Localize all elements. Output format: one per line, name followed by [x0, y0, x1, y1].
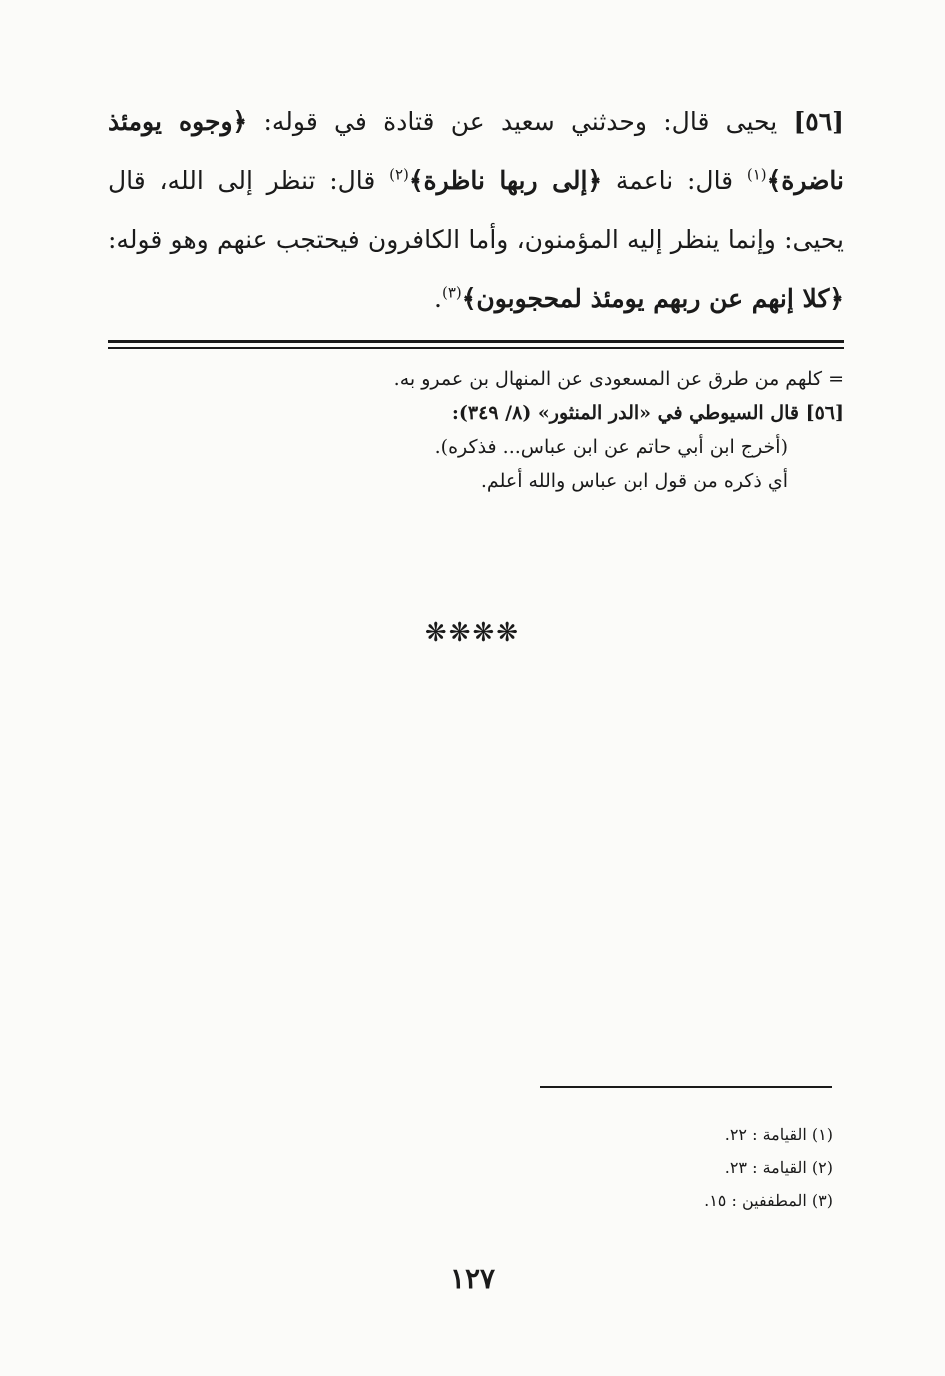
- page-number: ١٢٧: [449, 1262, 496, 1295]
- text-segment: يحيى قال: وحدثني سعيد عن قتادة في قوله:: [247, 107, 794, 136]
- continued-note: = كلهم من طرق عن المسعودى عن المنهال بن عمرو به.: [393, 368, 844, 390]
- double-rule-divider: [108, 340, 844, 349]
- footnote-marker[interactable]: (٣): [441, 283, 462, 302]
- quran-quote: ﴿كلا إنهم عن ربهم يومئذ لمحجوبون﴾: [461, 284, 844, 313]
- text-segment: .: [434, 284, 442, 313]
- footnote-marker[interactable]: (٢): [389, 165, 409, 184]
- narration-number: [٥٦]: [793, 107, 844, 136]
- footnote-item: (١) القيامة : ٢٢.: [724, 1125, 833, 1144]
- commentary-section: [108, 362, 844, 498]
- footnote-item: (٣) المطففين : ١٥.: [704, 1191, 833, 1210]
- footnote-item: (٢) القيامة : ٢٣.: [724, 1158, 833, 1177]
- footnotes-list: [533, 1118, 833, 1217]
- main-paragraph: [108, 92, 844, 328]
- text-segment: قال: تنظر إلى الله، قال يحيى: وإنما ينظر إليه المؤمنون، وأما الكافرون فيحتجب عنهم وهو قوله:: [108, 166, 844, 254]
- commentary-quote: (أخرج ابن أبي حاتم عن ابن عباس... فذكره).: [434, 436, 788, 458]
- footnote-marker[interactable]: (١): [746, 165, 767, 184]
- text-segment: قال: ناعمة: [602, 166, 747, 195]
- footnote-rule: [540, 1086, 832, 1088]
- commentary-heading: [٥٦] قال السيوطي في «الدر المنثور» (٨/ ٣٤٩):: [451, 402, 844, 424]
- quran-quote: ﴿وجوه يومئذ ناضرة﴾: [108, 107, 844, 195]
- section-separator: ❋❋❋❋: [424, 618, 521, 648]
- quran-quote: ﴿إلى ربها ناظرة﴾: [408, 166, 603, 195]
- commentary-remark: أي ذكره من قول ابن عباس والله أعلم.: [480, 470, 788, 492]
